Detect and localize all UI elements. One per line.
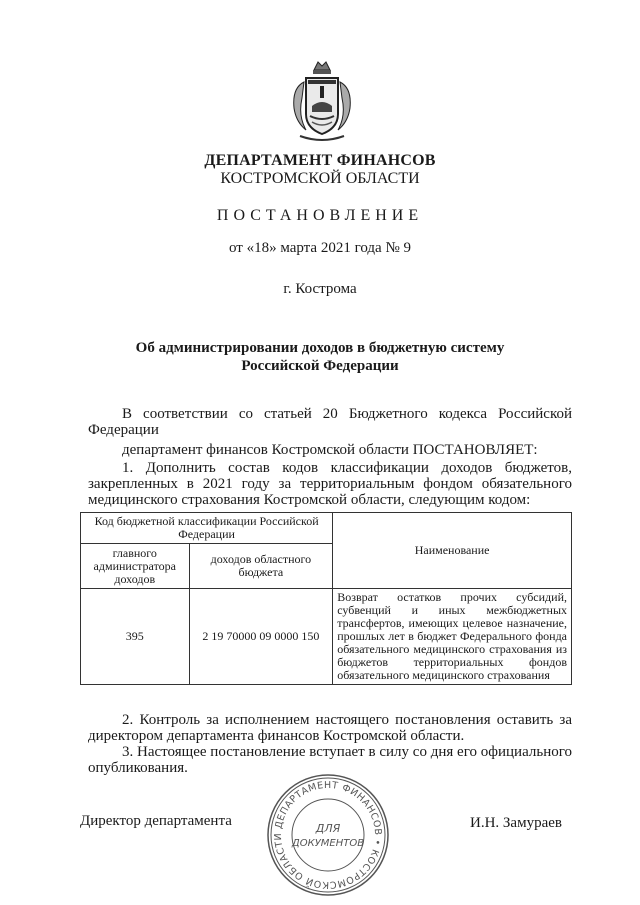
table-row — [81, 589, 572, 685]
department-title: ДЕПАРТАМЕНТ ФИНАНСОВ — [204, 152, 436, 169]
table-cell-admin-code: 395 — [81, 589, 190, 685]
document-subject — [0, 339, 640, 375]
table-cell-budget-code: 2 19 70000 09 0000 150 — [189, 589, 333, 685]
region-title: КОСТРОМСКОЙ ОБЛАСТИ — [220, 170, 420, 187]
table-header-budget: доходов областного бюджета — [189, 544, 333, 589]
signatory-position: Директор департамента — [80, 813, 232, 829]
paragraph-basis: В соответствии со статьей 20 Бюджетного кодекса Российской Федерации — [88, 406, 572, 438]
stamp-inner-line-1: ДЛЯ — [315, 822, 341, 835]
coat-of-arms-emblem — [290, 58, 354, 144]
table-group-header: Код бюджетной классификации Российской Федерации — [81, 513, 333, 544]
document-date-number: от «18» марта 2021 года № 9 — [228, 240, 412, 256]
paragraph-item-3: 3. Настоящее постановление вступает в силу со дня его официального опубликования. — [88, 744, 572, 776]
stamp-outer-text: ДЕПАРТАМЕНТ ФИНАНСОВ • КОСТРОМСКОЙ ОБЛАСТИ — [272, 779, 384, 891]
paragraph-item-2: 2. Контроль за исполнением настоящего постановления оставить за директором департамента финансов Костромской области. — [88, 712, 572, 744]
paragraph-resolves: департамент финансов Костромской области ПОСТАНОВЛЯЕТ: — [122, 442, 538, 458]
classification-code-table — [80, 512, 572, 685]
document-city: г. Кострома — [283, 281, 357, 297]
signatory-name: И.Н. Замураев — [470, 815, 562, 831]
document-type: ПОСТАНОВЛЕНИЕ — [216, 207, 424, 224]
table-cell-name: Возврат остатков прочих субсидий, субвенций и иных межбюджетных трансфертов, имеющих целевое назначение, прошлых лет в бюджет Федерального фонда обязательного медицинского страхования из бюджетов территориальных фондов обязательного медицинского страхования — [333, 589, 572, 685]
subject-line-2: Российской Федерации — [241, 358, 399, 374]
table-header-name: Наименование — [333, 513, 572, 589]
paragraph-item-1: 1. Дополнить состав кодов классификации доходов бюджетов, закрепленных в 2021 году за территориальным фондом обязательного медицинского страхования Костромской области, следующим кодом: — [88, 460, 572, 508]
table-header-row — [81, 513, 572, 544]
official-stamp — [265, 772, 391, 898]
table-header-admin: главного администратора доходов — [81, 544, 190, 589]
stamp-inner-line-2: ДОКУМЕНТОВ — [291, 838, 365, 849]
subject-line-1: Об администрировании доходов в бюджетную систему — [135, 340, 505, 356]
